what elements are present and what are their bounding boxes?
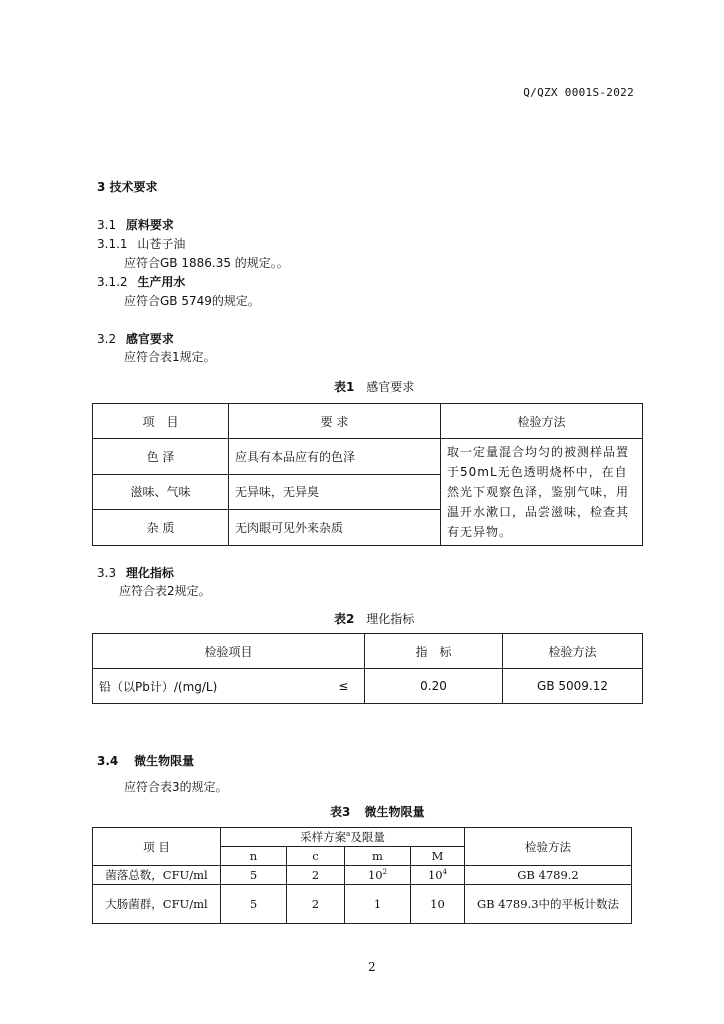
table-row — [93, 866, 632, 885]
table-header-row — [93, 828, 632, 847]
table-row — [93, 669, 643, 704]
section-3-heading: 3 技术要求 — [97, 180, 158, 194]
table-row — [93, 885, 632, 924]
section-number: 3.1.1 — [97, 237, 128, 251]
column-header: 检验方法 — [441, 404, 643, 439]
section-number: 3.1 — [97, 218, 117, 232]
table-label: 表3 — [330, 805, 351, 819]
c-cell: 2 — [287, 866, 345, 885]
m-base: 10 — [367, 868, 383, 882]
standard-number: Q/QZX 0001S-2022 — [523, 86, 634, 99]
operator-cell: ≤ — [323, 669, 365, 704]
section-3-1-2-text: 应符合GB 5749的规定。 — [124, 294, 260, 308]
item-cell: 色 泽 — [93, 439, 229, 475]
item-cell: 杂 质 — [93, 510, 229, 546]
item-cell: 滋味、气味 — [93, 474, 229, 510]
column-header: 检验项目 — [93, 634, 365, 669]
table-header-row — [93, 404, 643, 439]
M-exponent: 4 — [442, 868, 448, 877]
m-cell — [345, 866, 411, 885]
n-cell: 5 — [221, 885, 287, 924]
section-3-4-heading — [97, 752, 194, 769]
method-cell: GB 4789.2 — [465, 866, 632, 885]
table-header-row — [93, 634, 643, 669]
method-cell: 取一定量混合均匀的被测样品置于50mL无色透明烧杯中，在自然光下观察色泽，鉴别气味，用温开水漱口，品尝滋味，检查其有无异物。 — [441, 439, 643, 546]
section-number: 3.4 — [97, 754, 119, 768]
physicochemical-table — [92, 633, 643, 704]
subheader-cell: n — [221, 847, 287, 866]
table-title: 感官要求 — [366, 380, 415, 394]
table-row — [93, 439, 643, 475]
section-title: 微生物限量 — [134, 754, 195, 768]
method-cell: GB 4789.3中的平板计数法 — [465, 885, 632, 924]
method-cell: GB 5009.12 — [503, 669, 643, 704]
section-number: 3.3 — [97, 566, 117, 580]
table-title: 微生物限量 — [364, 805, 425, 819]
section-3-1-1-text: 应符合GB 1886.35 的规定。。 — [124, 256, 289, 270]
section-number: 3.2 — [97, 332, 117, 346]
requirement-cell: 应具有本品应有的色泽 — [229, 439, 441, 475]
section-3-4-text: 应符合表3的规定。 — [124, 780, 228, 794]
n-cell: 5 — [221, 866, 287, 885]
M-base: 10 — [427, 868, 443, 882]
m-exponent: 2 — [382, 868, 388, 877]
M-cell — [411, 866, 465, 885]
table-2-caption — [334, 610, 414, 627]
section-3-1-2-heading — [97, 273, 185, 290]
section-title: 感官要求 — [125, 332, 174, 346]
table-title: 理化指标 — [366, 612, 415, 626]
table-label: 表2 — [334, 612, 355, 626]
subheader-cell: M — [411, 847, 465, 866]
section-3-2-text: 应符合表1规定。 — [124, 350, 216, 364]
m-cell: 1 — [345, 885, 411, 924]
section-title: 山苍子油 — [137, 237, 186, 251]
sensory-table — [92, 403, 643, 546]
column-header: 检验方法 — [465, 828, 632, 866]
footnote-marker: a — [346, 830, 351, 839]
section-3-3-heading — [97, 564, 174, 581]
plan-label-tail: 及限量 — [350, 830, 385, 844]
column-header: 指 标 — [365, 634, 503, 669]
M-cell: 10 — [411, 885, 465, 924]
value-cell: 0.20 — [365, 669, 503, 704]
plan-label: 采样方案 — [300, 830, 347, 844]
table-label: 表1 — [334, 380, 355, 394]
section-title: 原料要求 — [125, 218, 174, 232]
section-title: 生产用水 — [137, 275, 186, 289]
requirement-cell: 无异味，无异臭 — [229, 474, 441, 510]
c-cell: 2 — [287, 885, 345, 924]
requirement-cell: 无肉眼可见外来杂质 — [229, 510, 441, 546]
column-header: 检验方法 — [503, 634, 643, 669]
section-number: 3.1.2 — [97, 275, 128, 289]
table-1-caption — [334, 378, 414, 395]
section-3-3-text: 应符合表2规定。 — [119, 584, 211, 598]
column-header: 项 目 — [93, 404, 229, 439]
section-3-1-1-heading — [97, 235, 185, 252]
microbiology-table — [92, 827, 632, 924]
table-3-caption — [330, 803, 425, 820]
subheader-cell: c — [287, 847, 345, 866]
item-cell: 大肠菌群，CFU/ml — [93, 885, 221, 924]
item-cell: 铅（以Pb计）/(mg/L) — [93, 669, 323, 704]
column-header-plan — [221, 828, 465, 847]
page-number: 2 — [368, 960, 376, 974]
section-3-2-heading — [97, 330, 174, 347]
item-cell: 菌落总数，CFU/ml — [93, 866, 221, 885]
section-title: 理化指标 — [125, 566, 174, 580]
column-header: 要 求 — [229, 404, 441, 439]
subheader-cell: m — [345, 847, 411, 866]
section-3-1-heading — [97, 216, 174, 233]
column-header: 项 目 — [93, 828, 221, 866]
